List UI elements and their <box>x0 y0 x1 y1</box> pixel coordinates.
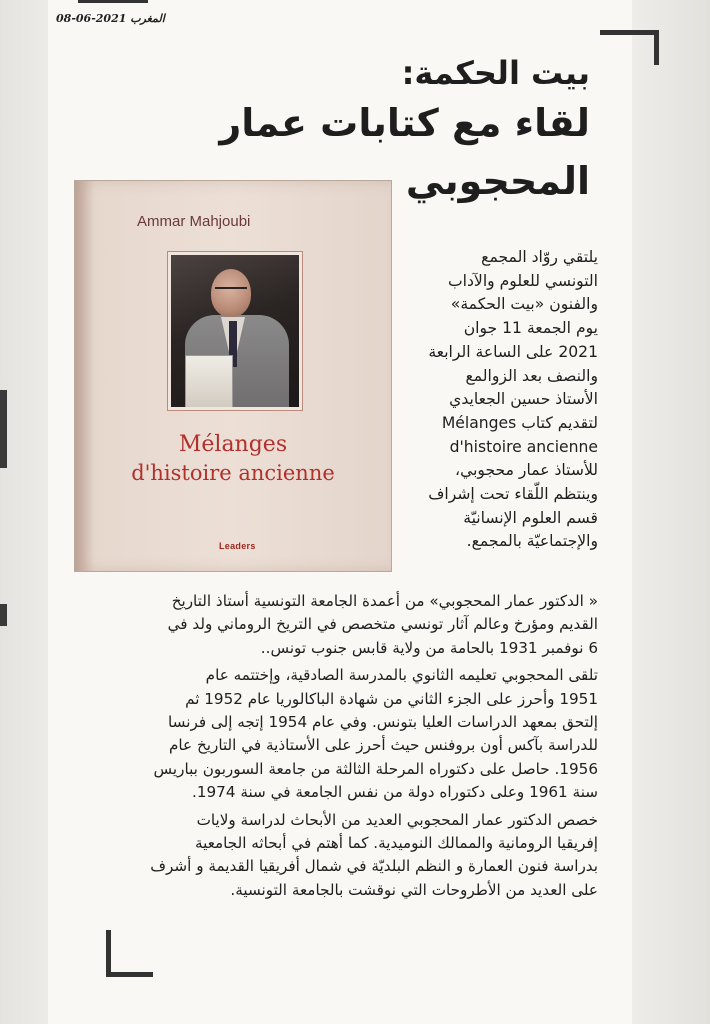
text-line: القديم ومؤرخ وعالم آثار تونسي متخصص في التريخ الروماني ولد في <box>167 615 598 634</box>
text-line: والفنون «بيت الحكمة» <box>450 295 598 314</box>
paragraph-biography <box>82 590 598 660</box>
text-line: d'histoire ancienne <box>449 437 598 456</box>
publisher-logo: Leaders <box>219 541 256 551</box>
text-line: « الدكتور عمار المحجوبي» من أعمدة الجامعة التونسية أستاذ التاريخ <box>171 592 598 610</box>
text-line: والإجتماعيّة بالمجمع. <box>466 532 598 551</box>
header-dateline <box>56 12 165 25</box>
text-line: 1951 وأحرز على الجزء الثاني من شهادة الباكالوريا عام 1952 ثم <box>185 689 598 708</box>
text-line: للدراسة بآكس أون بروفنس حيث أحرز على الأستاذية في التاريخ عام <box>169 736 598 755</box>
text-line: قسم العلوم الإنسانيّة <box>463 508 598 527</box>
paragraph-research <box>82 809 598 903</box>
book-author: Ammar Mahjoubi <box>137 213 251 230</box>
text-line: على العديد من الأطروحات التي نوقشت بالجامعة التونسية. <box>230 880 598 899</box>
portrait-held-book <box>185 355 233 407</box>
text-line: سنة 1961 وعلى دكتوراه دولة من نفس الجامعة في سنة 1974. <box>192 783 598 802</box>
paragraph-education <box>82 664 598 804</box>
text-line: بدراسة فنون العمارة و النظم البلديّة في شمال أفريقيا القديمة و أشرف <box>150 857 598 876</box>
text-line: والنصف بعد الزوالمع <box>465 366 598 385</box>
text-line: يوم الجمعة 11 جوان <box>463 319 598 338</box>
text-line: وينتظم اللّقاء تحت إشراف <box>428 485 598 504</box>
text-line: الأستاذ حسين الجعايدي <box>449 390 598 409</box>
corner-bracket-top <box>600 30 659 65</box>
corner-bracket-bottom <box>106 930 153 977</box>
text-line: لتقديم كتاب Mélanges <box>441 413 598 432</box>
text-line: 1956. حاصل على دكتوراه المرحلة الثالثة من جامعة السوربون بباريس <box>153 759 598 778</box>
text-line: للأستاذ عمار محجوبي، <box>455 461 598 480</box>
book-title-line-1: Mélanges <box>178 432 288 457</box>
scan-background-right <box>632 0 710 1024</box>
text-line: تلقى المحجوبي تعليمه الثانوي بالمدرسة الصادقية، وإختتمه عام <box>205 666 598 685</box>
newspaper-name: المغرب <box>130 12 165 25</box>
article-body <box>82 590 598 906</box>
header-rule <box>78 0 148 3</box>
headline-kicker: بيت الحكمة: <box>401 54 590 92</box>
author-photo-frame <box>167 251 303 411</box>
edge-mark-bottom <box>0 604 7 626</box>
text-line: 2021 على الساعة الرابعة <box>428 342 598 361</box>
text-line: إلتحق بمعهد الدراسات العليا بتونس. وفي عام 1954 إتجه إلى فرنسا <box>168 713 598 732</box>
book-title-line-2: d'histoire ancienne <box>131 461 335 485</box>
portrait-glasses <box>215 287 247 297</box>
text-line: يلتقي روّاد المجمع <box>481 248 598 266</box>
issue-date: 2021-06-08 <box>56 12 127 25</box>
article-lead-column <box>398 246 598 554</box>
author-portrait <box>171 255 299 407</box>
text-line: إفريقيا الرومانية والممالك النوميدية. كما أهتم في أبحاثه الجامعية <box>194 834 598 853</box>
book-title <box>75 431 391 487</box>
text-line: خصص الدكتور عمار المحجوبي العديد من الأبحاث لدراسة ولايات <box>196 810 598 829</box>
edge-mark-top <box>0 390 7 468</box>
headline-line-2: المحجوبي <box>405 159 590 203</box>
text-line: 6 نوفمبر 1931 بالحامة من ولاية قابس جنوب تونس.. <box>260 638 598 657</box>
headline-line-1: لقاء مع كتابات عمار <box>219 101 590 145</box>
book-cover-image <box>74 180 392 572</box>
text-line: التونسي للعلوم والآداب <box>447 271 598 290</box>
